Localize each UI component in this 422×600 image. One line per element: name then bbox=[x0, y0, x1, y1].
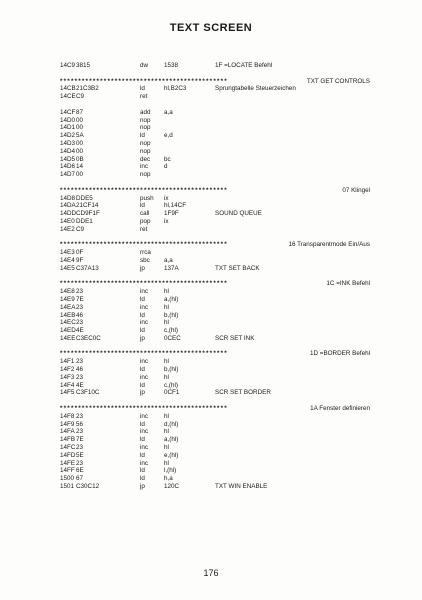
operand: 0CEC bbox=[164, 334, 181, 342]
opcode: 67 bbox=[76, 475, 84, 483]
address: 14E5 bbox=[60, 264, 75, 272]
section-separator bbox=[60, 187, 370, 195]
operand: e,d bbox=[164, 132, 173, 140]
address: 14D6 bbox=[60, 163, 76, 171]
listing-line bbox=[60, 109, 370, 117]
listing-line bbox=[60, 117, 370, 125]
listing-line bbox=[60, 93, 370, 101]
listing-line bbox=[60, 265, 370, 273]
address: 14FE bbox=[60, 459, 76, 467]
section-separator bbox=[60, 78, 370, 86]
mnemonic: ld bbox=[140, 366, 145, 374]
address: 1500 bbox=[60, 475, 75, 483]
address: 14D8 bbox=[60, 194, 76, 202]
opcode: 14 bbox=[76, 163, 84, 171]
mnemonic: jp bbox=[140, 334, 145, 342]
mnemonic: inc bbox=[140, 444, 149, 452]
spacer bbox=[60, 70, 370, 78]
listing-line bbox=[60, 358, 370, 366]
address: 14EC bbox=[60, 319, 76, 327]
listing-line bbox=[60, 452, 370, 460]
mnemonic: ret bbox=[140, 93, 148, 101]
opcode: 4E bbox=[76, 381, 84, 389]
address: 14ED bbox=[60, 327, 76, 335]
address: 14FD bbox=[60, 451, 76, 459]
address: 14D1 bbox=[60, 124, 76, 132]
address: 14DA bbox=[60, 202, 76, 210]
listing-line bbox=[60, 366, 370, 374]
operand: hl bbox=[164, 358, 169, 366]
listing-line bbox=[60, 218, 370, 226]
page-number: 176 bbox=[203, 568, 219, 578]
address: 14E4 bbox=[60, 256, 75, 264]
opcode: 23 bbox=[76, 444, 84, 452]
listing-line bbox=[60, 171, 370, 179]
page-title: TEXT SCREEN bbox=[169, 22, 253, 34]
comment: TXT WIN ENABLE bbox=[215, 483, 268, 491]
mnemonic: ld bbox=[140, 202, 145, 210]
operand: hl bbox=[164, 428, 169, 436]
section-heading: 07 Klingel bbox=[342, 186, 370, 194]
section-separator bbox=[60, 405, 370, 413]
mnemonic: ld bbox=[140, 132, 145, 140]
opcode: 56 bbox=[76, 420, 84, 428]
address: 14F8 bbox=[60, 412, 75, 420]
listing-line bbox=[60, 382, 370, 390]
address: 14DD bbox=[60, 210, 77, 218]
spacer bbox=[60, 234, 370, 242]
listing-line bbox=[60, 62, 370, 70]
mnemonic: jp bbox=[140, 389, 145, 397]
mnemonic: inc bbox=[140, 412, 149, 420]
address: 14FB bbox=[60, 436, 76, 444]
mnemonic: inc bbox=[140, 163, 149, 171]
address: 14EE bbox=[60, 334, 76, 342]
address: 14D7 bbox=[60, 171, 76, 179]
listing-line bbox=[60, 163, 370, 171]
mnemonic: sbc bbox=[140, 256, 150, 264]
spacer bbox=[60, 343, 370, 351]
listing-line bbox=[60, 132, 370, 140]
opcode: C9 bbox=[76, 93, 85, 101]
listing-line bbox=[60, 475, 370, 483]
opcode: 0F bbox=[76, 249, 84, 257]
address: 1501 bbox=[60, 483, 75, 491]
section-heading: 16 Transparentmode Ein/Aus bbox=[288, 241, 370, 249]
mnemonic: rrca bbox=[140, 249, 151, 257]
opcode: 23 bbox=[76, 373, 84, 381]
separator-stars: ********************************************** bbox=[60, 77, 228, 85]
address: 14D0 bbox=[60, 116, 76, 124]
address: 14E9 bbox=[60, 295, 75, 303]
separator-stars: ********************************************** bbox=[60, 350, 228, 358]
mnemonic: pop bbox=[140, 217, 151, 225]
listing-line bbox=[60, 428, 370, 436]
opcode: 0B bbox=[76, 155, 84, 163]
operand: ix bbox=[164, 217, 169, 225]
operand: hl,14CF bbox=[164, 202, 187, 210]
listing-line bbox=[60, 319, 370, 327]
address: 14D5 bbox=[60, 155, 76, 163]
listing-line bbox=[60, 140, 370, 148]
section-heading: 1D =BORDER Befehl bbox=[309, 350, 370, 358]
mnemonic: inc bbox=[140, 373, 149, 381]
mnemonic: ld bbox=[140, 381, 145, 389]
opcode: 23 bbox=[76, 459, 84, 467]
opcode: 00 bbox=[76, 171, 84, 179]
comment: Sprungtabelle Steuerzeichen bbox=[215, 85, 296, 93]
opcode: 23 bbox=[76, 288, 84, 296]
listing-line bbox=[60, 327, 370, 335]
mnemonic: inc bbox=[140, 303, 149, 311]
listing-line bbox=[60, 156, 370, 164]
separator-stars: ********************************************** bbox=[60, 405, 228, 413]
operand: hl bbox=[164, 373, 169, 381]
opcode: CD9F1F bbox=[76, 210, 100, 218]
mnemonic: dec bbox=[140, 155, 151, 163]
section-separator bbox=[60, 280, 370, 288]
listing-line bbox=[60, 421, 370, 429]
opcode: C30C12 bbox=[76, 483, 100, 491]
operand: hl bbox=[164, 288, 169, 296]
operand: a,(hl) bbox=[164, 436, 179, 444]
mnemonic: ld bbox=[140, 451, 145, 459]
spacer bbox=[60, 397, 370, 405]
operand: 137A bbox=[164, 264, 179, 272]
address: 14CB bbox=[60, 85, 76, 93]
mnemonic: add bbox=[140, 108, 151, 116]
mnemonic: nop bbox=[140, 147, 151, 155]
operand: c,(hl) bbox=[164, 327, 178, 335]
operand: a,(hl) bbox=[164, 295, 179, 303]
opcode: 21C3B2 bbox=[76, 85, 99, 93]
operand: d,(hl) bbox=[164, 420, 179, 428]
mnemonic: nop bbox=[140, 124, 151, 132]
comment: TXT SET BACK bbox=[215, 264, 260, 272]
listing-line bbox=[60, 335, 370, 343]
separator-stars: ********************************************** bbox=[60, 280, 228, 288]
opcode: 21CF14 bbox=[76, 202, 99, 210]
opcode: 46 bbox=[76, 311, 84, 319]
listing-line bbox=[60, 374, 370, 382]
mnemonic: ld bbox=[140, 311, 145, 319]
mnemonic: ld bbox=[140, 420, 145, 428]
listing-line bbox=[60, 85, 370, 93]
operand: hl bbox=[164, 444, 169, 452]
spacer bbox=[60, 101, 370, 109]
opcode: 5E bbox=[76, 451, 84, 459]
address: 14F9 bbox=[60, 420, 75, 428]
listing-line bbox=[60, 210, 370, 218]
listing-line bbox=[60, 460, 370, 468]
operand: e,(hl) bbox=[164, 451, 179, 459]
address: 14F4 bbox=[60, 381, 75, 389]
mnemonic: jp bbox=[140, 483, 145, 491]
operand: b,(hl) bbox=[164, 311, 179, 319]
listing-line bbox=[60, 202, 370, 210]
mnemonic: ld bbox=[140, 327, 145, 335]
mnemonic: ld bbox=[140, 85, 145, 93]
opcode: 00 bbox=[76, 116, 84, 124]
opcode: 87 bbox=[76, 108, 84, 116]
mnemonic: push bbox=[140, 194, 154, 202]
operand: 1538 bbox=[164, 62, 179, 69]
mnemonic: inc bbox=[140, 319, 149, 327]
listing-line bbox=[60, 436, 370, 444]
listing-line bbox=[60, 389, 370, 397]
mnemonic: ld bbox=[140, 475, 145, 483]
address: 14F2 bbox=[60, 366, 75, 374]
opcode: 00 bbox=[76, 147, 84, 155]
address: 14F5 bbox=[60, 389, 75, 397]
opcode: 4E bbox=[76, 327, 84, 335]
address: 14CF bbox=[60, 108, 76, 116]
section-heading: 1C =INK Befehl bbox=[326, 280, 370, 288]
listing-line bbox=[60, 148, 370, 156]
comment: SOUND QUEUE bbox=[215, 210, 262, 218]
operand: hl bbox=[164, 459, 169, 467]
address: 14E8 bbox=[60, 288, 75, 296]
opcode: 7E bbox=[76, 436, 84, 444]
operand: bc bbox=[164, 155, 171, 163]
listing-line bbox=[60, 124, 370, 132]
spacer bbox=[60, 273, 370, 281]
operand: l,(hl) bbox=[164, 467, 177, 475]
opcode: 00 bbox=[76, 124, 84, 132]
mnemonic: nop bbox=[140, 171, 151, 179]
address: 14FF bbox=[60, 467, 75, 475]
address: 14D2 bbox=[60, 132, 76, 140]
address: 14E0 bbox=[60, 217, 75, 225]
opcode: 23 bbox=[76, 412, 84, 420]
mnemonic: inc bbox=[140, 358, 149, 366]
comment: 1F =LOCATE Befehl bbox=[215, 62, 273, 69]
address: 14D4 bbox=[60, 147, 76, 155]
mnemonic: ret bbox=[140, 225, 148, 233]
section-separator bbox=[60, 241, 370, 249]
operand: ix bbox=[164, 194, 169, 202]
opcode: 6E bbox=[76, 467, 84, 475]
operand: 120C bbox=[164, 483, 180, 491]
mnemonic: nop bbox=[140, 116, 151, 124]
mnemonic: ld bbox=[140, 436, 145, 444]
opcode: 23 bbox=[76, 319, 84, 327]
address: 14E2 bbox=[60, 225, 75, 233]
separator-stars: ********************************************** bbox=[60, 186, 228, 194]
section-heading: TXT GET CONTROLS bbox=[306, 77, 370, 85]
mnemonic: ld bbox=[140, 295, 145, 303]
listing-line bbox=[60, 288, 370, 296]
opcode: 5A bbox=[76, 132, 84, 140]
opcode: C3F10C bbox=[76, 389, 100, 397]
mnemonic: inc bbox=[140, 459, 149, 467]
operand: h,a bbox=[164, 475, 173, 483]
listing-line bbox=[60, 249, 370, 257]
listing-line bbox=[60, 226, 370, 234]
address: 14EB bbox=[60, 311, 76, 319]
spacer bbox=[60, 179, 370, 187]
operand: a,a bbox=[164, 256, 173, 264]
address: 14F3 bbox=[60, 373, 75, 381]
opcode: 46 bbox=[76, 366, 84, 374]
listing-line bbox=[60, 467, 370, 475]
mnemonic: nop bbox=[140, 139, 151, 147]
opcode: DDE5 bbox=[76, 194, 93, 202]
address: 14F1 bbox=[60, 358, 75, 366]
address: 14FC bbox=[60, 444, 76, 452]
operand: 1F9F bbox=[164, 210, 179, 218]
listing-line bbox=[60, 304, 370, 312]
section-heading: 1A Fenster definieren bbox=[310, 405, 370, 413]
address: 14D3 bbox=[60, 139, 76, 147]
address: 14C9 bbox=[60, 62, 76, 69]
operand: 0CF1 bbox=[164, 389, 180, 397]
assembly-listing bbox=[60, 62, 370, 491]
mnemonic: inc bbox=[140, 288, 149, 296]
operand: b,(hl) bbox=[164, 366, 179, 374]
opcode: 23 bbox=[76, 428, 84, 436]
operand: hl bbox=[164, 412, 169, 420]
listing-line bbox=[60, 483, 370, 491]
separator-stars: ********************************************** bbox=[60, 241, 228, 249]
opcode: C9 bbox=[76, 225, 85, 233]
comment: SCR SET BORDER bbox=[215, 389, 271, 397]
operand: c,(hl) bbox=[164, 381, 178, 389]
address: 14CE bbox=[60, 93, 76, 101]
opcode: 3815 bbox=[76, 62, 91, 69]
opcode: DDE1 bbox=[76, 217, 93, 225]
listing-line bbox=[60, 413, 370, 421]
mnemonic: jp bbox=[140, 264, 145, 272]
opcode: 23 bbox=[76, 358, 84, 366]
mnemonic: inc bbox=[140, 428, 149, 436]
mnemonic: dw bbox=[140, 62, 149, 69]
mnemonic: ld bbox=[140, 467, 145, 475]
opcode: 9F bbox=[76, 256, 84, 264]
opcode: C37A13 bbox=[76, 264, 99, 272]
listing-line bbox=[60, 312, 370, 320]
address: 14E3 bbox=[60, 249, 75, 257]
section-separator bbox=[60, 350, 370, 358]
opcode: 00 bbox=[76, 139, 84, 147]
operand: hl,B2C3 bbox=[164, 85, 187, 93]
operand: hl bbox=[164, 303, 169, 311]
mnemonic: call bbox=[140, 210, 150, 218]
opcode: C3EC0C bbox=[76, 334, 101, 342]
listing-line bbox=[60, 257, 370, 265]
opcode: 7E bbox=[76, 295, 84, 303]
listing-line bbox=[60, 444, 370, 452]
opcode: 23 bbox=[76, 303, 84, 311]
operand: a,a bbox=[164, 108, 173, 116]
operand: hl bbox=[164, 319, 169, 327]
comment: SCR SET INK bbox=[215, 334, 255, 342]
listing-line bbox=[60, 195, 370, 203]
operand: d bbox=[164, 163, 168, 171]
address: 14FA bbox=[60, 428, 75, 436]
listing-line bbox=[60, 296, 370, 304]
address: 14EA bbox=[60, 303, 76, 311]
